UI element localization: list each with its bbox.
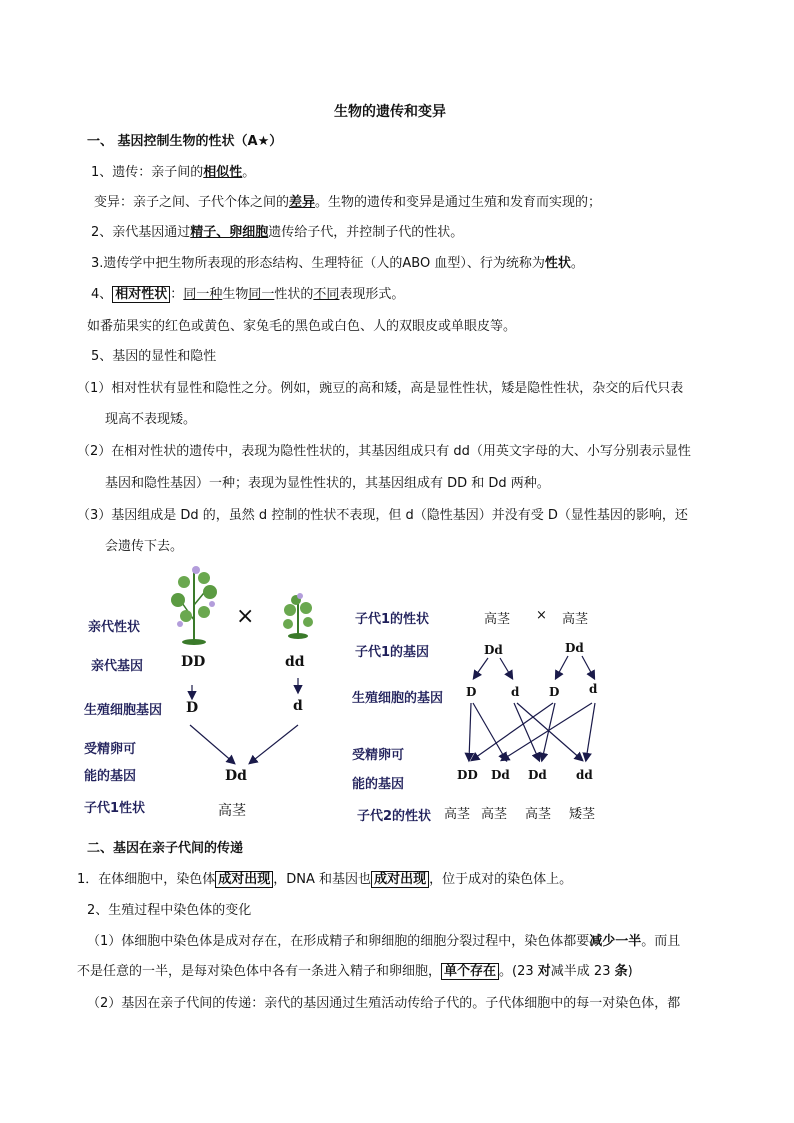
f2-trait-2: 高茎 <box>481 807 508 822</box>
f1-gamete-4: d <box>589 682 598 696</box>
genetics-diagram <box>0 560 794 830</box>
offspring-trait-left: 高茎 <box>218 803 246 819</box>
term-paired-1: 成对出现 <box>215 871 273 888</box>
cross-symbol-right: × <box>536 608 547 623</box>
gamete-tall: D <box>186 700 199 716</box>
term-difference: 差异 <box>289 195 316 210</box>
label-f2-zygote-2: 能的基因 <box>352 777 405 792</box>
tall-pea-plant-icon <box>171 566 217 645</box>
s1-line-traits: 3.遗传学中把生物所表现的形态结构、生理特征（人的ABO 血型）、行为统称为性状。 <box>91 256 584 271</box>
label-f2-zygote-1: 受精卵可 <box>352 748 405 763</box>
f1-trait-b: 高茎 <box>562 612 589 627</box>
f2-zygote-2: Dd <box>491 768 510 782</box>
f1-gamete-2: d <box>511 685 520 699</box>
f2-zygote-4: dd <box>576 768 593 782</box>
term-halve: 减少一半 <box>589 934 642 949</box>
term-similarity: 相似性 <box>203 165 243 180</box>
f1-gene-b: Dd <box>565 641 584 655</box>
label-parent-gene: 亲代基因 <box>91 659 144 674</box>
label-zygote-gene-1: 受精卵可 <box>84 742 137 757</box>
f1-gamete-3: D <box>549 685 560 699</box>
gene-parent-tall: DD <box>181 654 206 670</box>
s2-line-single: 不是任意的一半，是每对染色体中各有一条进入精子和卵细胞， 单个存在 。(23 对减半成 23 条) <box>77 964 633 979</box>
s1-line-dominance-heading: 5、基因的显性和隐性 <box>91 349 217 364</box>
label-parent-trait: 亲代性状 <box>88 620 141 635</box>
s2-line-chromosome-change: 2、生殖过程中染色体的变化 <box>87 903 252 918</box>
short-pea-plant-icon <box>283 593 313 639</box>
term-single: 单个存在 <box>441 963 499 980</box>
label-zygote-gene-2: 能的基因 <box>84 769 137 784</box>
f2-zygote-1: DD <box>457 768 478 782</box>
cross-symbol-left: × <box>236 604 255 629</box>
f1-trait-a: 高茎 <box>484 612 511 627</box>
f2-trait-3: 高茎 <box>525 807 552 822</box>
f1-gamete-1: D <box>466 685 477 699</box>
term-gametes: 精子、卵细胞 <box>190 225 269 240</box>
f2-trait-4: 矮茎 <box>569 807 596 822</box>
s2-line-transmission: （2）基因在亲子代间的传递：亲代的基因通过生殖活动传给子代的。子代体细胞中的每一对染色体，都 <box>87 996 681 1011</box>
s1-line-p3: （3）基因组成是 Dd 的，虽然 d 控制的性状不表现，但 d（隐性基因）并没有受 D（显性基因的影响，还 <box>77 508 688 523</box>
s1-line-p3-cont: 会遗传下去。 <box>105 539 184 554</box>
s1-line-variation: 变异：亲子之间、子代个体之间的差异。生物的遗传和变异是通过生殖和发育而实现的； <box>94 195 602 210</box>
label-f1-gamete: 生殖细胞的基因 <box>352 691 444 706</box>
gene-parent-short: dd <box>285 654 305 670</box>
s2-line-halving: （1）体细胞中染色体是成对存在，在形成精子和卵细胞的细胞分裂过程中，染色体都要减少一半。而且 <box>87 934 681 949</box>
section-1-heading: 一、 基因控制生物的性状（A★） <box>87 134 283 149</box>
label-f1-gene: 子代1的基因 <box>355 645 430 660</box>
term-traits: 性状 <box>544 256 571 271</box>
s1-line-p2-cont: 基因和隐性基因）一种；表现为显性性状的，其基因组成有 DD 和 Dd 两种。 <box>105 476 550 491</box>
gamete-short: d <box>293 698 303 714</box>
s1-line-p1-cont: 现高不表现矮。 <box>105 412 197 427</box>
section-2-heading: 二、基因在亲子代间的传递 <box>87 841 244 856</box>
f2-trait-1: 高茎 <box>444 807 471 822</box>
label-f2-trait: 子代2的性状 <box>357 809 432 824</box>
term-relative-traits: 相对性状 <box>112 286 170 303</box>
label-f1-trait: 子代1的性状 <box>355 612 430 627</box>
page-title: 生物的遗传和变异 <box>334 104 446 120</box>
s1-line-heredity: 1、遗传：亲子间的相似性。 <box>91 165 256 180</box>
s1-line-examples: 如番茄果实的红色或黄色、家兔毛的黑色或白色、人的双眼皮或单眼皮等。 <box>87 319 517 334</box>
zygote-left: Dd <box>225 768 247 784</box>
s2-line-pairs: 1．在体细胞中，染色体 成对出现 ，DNA 和基因也 成对出现 ，位于成对的染色体上。 <box>77 872 573 887</box>
term-paired-2: 成对出现 <box>371 871 429 888</box>
f1-gene-a: Dd <box>484 643 503 657</box>
f2-zygote-3: Dd <box>528 768 547 782</box>
s1-line-p2: （2）在相对性状的遗传中，表现为隐性性状的，其基因组成只有 dd（用英文字母的大、小写分别表示显性 <box>77 444 691 459</box>
s1-line-relative-traits: 4、 相对性状 ：同一种生物同一性状的不同表现形式。 <box>91 287 405 302</box>
s1-line-p1: （1）相对性状有显性和隐性之分。例如，豌豆的高和矮，高是显性性状，矮是隐性性状，杂交的后代只表 <box>77 381 684 396</box>
s1-line-gametes: 2、亲代基因通过精子、卵细胞遗传给子代，并控制子代的性状。 <box>91 225 464 240</box>
label-offspring-trait: 子代1性状 <box>84 801 146 816</box>
label-gamete-gene: 生殖细胞基因 <box>84 703 163 718</box>
